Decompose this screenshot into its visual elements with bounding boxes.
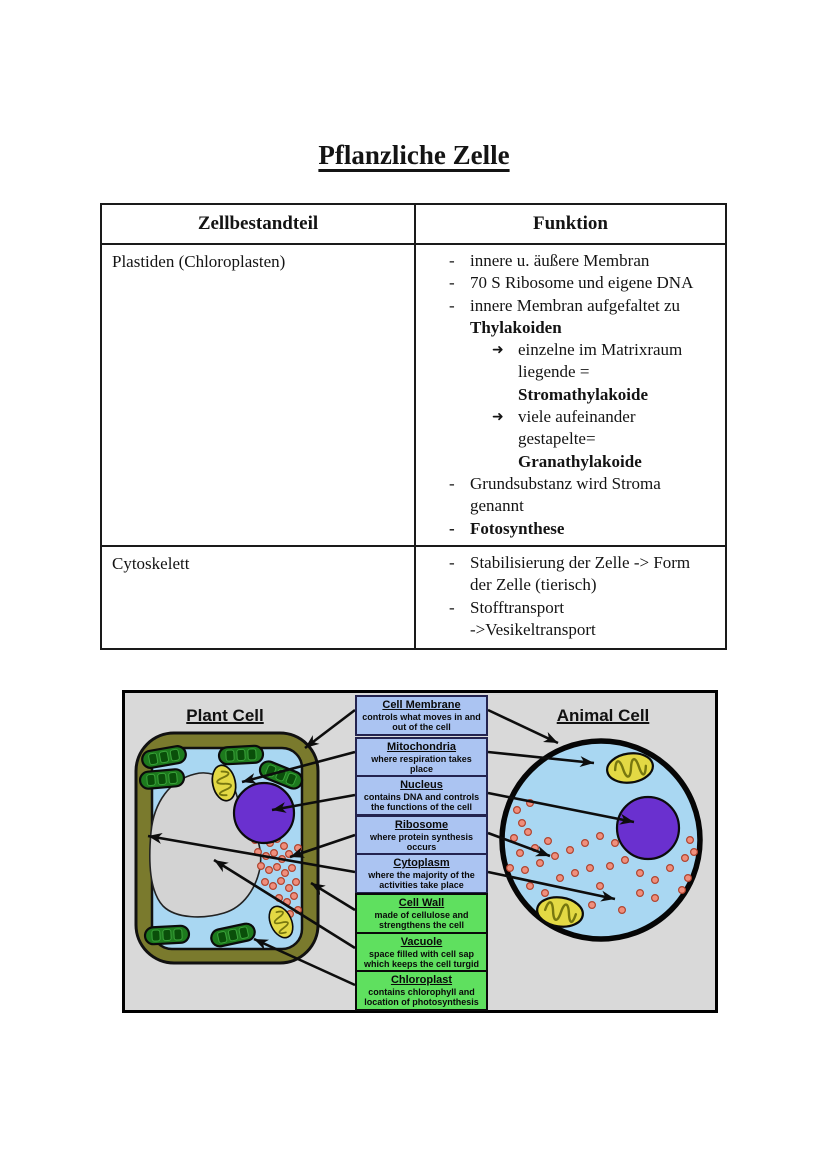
chloroplast-icon — [145, 925, 190, 944]
ribosome-dot-icon — [607, 863, 614, 870]
function-text — [470, 473, 661, 518]
text-segment: Stabilisierung der Zelle -> Form — [470, 553, 691, 572]
ribosome-dot-icon — [542, 890, 549, 897]
function-cell — [416, 547, 725, 648]
chloroplast-icon — [219, 745, 264, 764]
label-title: Nucleus — [400, 779, 443, 791]
ribosome-dot-icon — [597, 883, 604, 890]
label-desc: contains DNA and controls the functions of the cell — [363, 791, 480, 812]
ribosome-dot-icon — [271, 850, 278, 857]
ribosome-dot-icon — [691, 849, 698, 856]
function-item — [492, 406, 721, 473]
plant-nucleus-icon — [234, 783, 294, 843]
dash-bullet: - — [449, 473, 455, 493]
text-segment: gestapelte= — [518, 429, 596, 449]
ribosome-dot-icon — [622, 857, 629, 864]
ribosome-dot-icon — [612, 840, 619, 847]
text-segment: der Zelle (tierisch) — [470, 575, 597, 595]
dash-bullet: - — [449, 251, 455, 270]
label-title: Cell Wall — [398, 897, 445, 909]
ribosome-dot-icon — [589, 902, 596, 909]
label-desc: space filled with cell sap which keeps the cell turgid — [363, 948, 480, 969]
ribosome-dot-icon — [281, 843, 288, 850]
ribosome-dot-icon — [258, 863, 265, 870]
function-item — [449, 272, 721, 294]
animal-nucleus-icon — [617, 797, 679, 859]
function-text — [470, 597, 596, 642]
cell-comparison-diagram — [122, 690, 718, 1013]
arrow-bullet-icon: ➜ — [492, 342, 504, 359]
function-item — [449, 597, 721, 642]
ribosome-dot-icon — [278, 878, 285, 885]
ribosome-dot-icon — [291, 893, 298, 900]
ribosome-dot-icon — [557, 875, 564, 882]
plant-cell-title: Plant Cell — [186, 706, 264, 725]
text-segment: innere u. äußere Membran — [470, 251, 650, 270]
function-item — [449, 518, 721, 540]
label-box-cell-wall — [355, 893, 488, 934]
cell-components-table — [100, 203, 727, 650]
ribosome-dot-icon — [685, 875, 692, 882]
ribosome-dot-icon — [567, 847, 574, 854]
label-title: Chloroplast — [390, 974, 453, 986]
function-item — [449, 295, 721, 340]
ribosome-dot-icon — [687, 837, 694, 844]
ribosome-dot-icon — [682, 855, 689, 862]
dash-bullet: - — [449, 295, 455, 315]
text-segment: genannt — [470, 496, 524, 516]
header-funktion: Funktion — [533, 212, 608, 234]
page-title: Pflanzliche Zelle — [318, 140, 510, 170]
ribosome-dot-icon — [572, 870, 579, 877]
component-cell — [102, 547, 416, 648]
label-title: Vacuole — [400, 936, 443, 948]
table-row — [102, 547, 725, 648]
text-segment: ->Vesikeltransport — [470, 619, 596, 639]
ribosome-dot-icon — [552, 853, 559, 860]
text-segment: viele aufeinander — [518, 407, 636, 427]
label-box-cell-membrane — [355, 695, 488, 736]
label-desc: controls what moves in and out of the cell — [362, 711, 481, 732]
ribosome-dot-icon — [519, 820, 526, 827]
label-arrow — [305, 710, 355, 748]
label-title: Cell Membrane — [382, 699, 461, 711]
ribosome-dot-icon — [582, 840, 589, 847]
function-text — [518, 339, 682, 406]
ribosome-dot-icon — [270, 883, 277, 890]
ribosome-dot-icon — [286, 885, 293, 892]
ribosome-dot-icon — [637, 870, 644, 877]
ribosome-dot-icon — [597, 833, 604, 840]
label-box-chloroplast — [355, 970, 488, 1011]
dash-bullet: - — [449, 553, 455, 572]
plant-cell-icon — [136, 733, 318, 963]
label-box-nucleus — [355, 775, 488, 816]
dash-bullet: - — [449, 273, 455, 293]
text-segment: Fotosynthese — [470, 518, 565, 538]
text-segment: Thylakoiden — [470, 317, 562, 337]
text-segment: Granathylakoide — [518, 451, 642, 471]
text-segment: liegende = — [518, 362, 590, 382]
table-header-row — [102, 205, 725, 245]
text-segment: 70 S Ribosome und eigene DNA — [470, 273, 694, 293]
ribosome-dot-icon — [537, 860, 544, 867]
dash-bullet: - — [449, 597, 455, 617]
function-cell — [416, 245, 725, 545]
ribosome-dot-icon — [652, 877, 659, 884]
ribosome-dot-icon — [293, 879, 300, 886]
function-text — [470, 518, 564, 540]
ribosome-dot-icon — [587, 865, 594, 872]
header-zellbestandteil: Zellbestandteil — [102, 205, 416, 243]
ribosome-dot-icon — [517, 850, 524, 857]
label-box-ribosome — [355, 815, 488, 856]
label-box-vacuole — [355, 932, 488, 973]
function-text — [518, 406, 642, 473]
ribosome-dot-icon — [274, 864, 281, 871]
ribosome-dot-icon — [282, 870, 289, 877]
label-title: Ribosome — [394, 819, 449, 831]
text-segment: innere Membran aufgefaltet zu — [470, 295, 681, 315]
label-box-mitochondria — [355, 737, 488, 778]
function-text — [470, 552, 690, 597]
animal-cell-title: Animal Cell — [556, 706, 650, 725]
ribosome-dot-icon — [262, 879, 269, 886]
function-list — [449, 552, 721, 641]
ribosome-dot-icon — [545, 838, 552, 845]
text-segment: Grundsubstanz wird Stroma — [470, 473, 661, 493]
dash-bullet: - — [449, 518, 455, 538]
label-desc: where protein synthesis occurs — [369, 831, 474, 852]
ribosome-dot-icon — [522, 867, 529, 874]
component-cell — [102, 245, 416, 545]
label-desc: contains chlorophyll and location of photosynthesis — [364, 986, 479, 1007]
arrow-bullet-icon: ➜ — [492, 409, 504, 426]
function-item — [449, 473, 721, 518]
label-box-cytoplasm — [355, 853, 488, 894]
text-segment: einzelne im Matrixraum — [518, 340, 683, 360]
ribosome-dot-icon — [679, 887, 686, 894]
ribosome-dot-icon — [507, 865, 514, 872]
function-text — [470, 272, 693, 294]
animal-cell-icon — [502, 741, 700, 939]
chloroplast-icon — [139, 769, 184, 790]
ribosome-dot-icon — [289, 865, 296, 872]
ribosome-dot-icon — [619, 907, 626, 914]
label-desc: where the majority of the activities take place — [368, 869, 475, 890]
ribosome-dot-icon — [295, 845, 302, 852]
label-desc: where respiration takes place — [371, 753, 472, 774]
text-segment: Stofftransport — [470, 597, 565, 617]
ribosome-dot-icon — [525, 829, 532, 836]
function-text — [470, 295, 680, 340]
ribosome-dot-icon — [637, 890, 644, 897]
function-item — [449, 552, 721, 597]
ribosome-dot-icon — [652, 895, 659, 902]
text-segment: Stromathylakoide — [518, 384, 649, 404]
ribosome-dot-icon — [266, 867, 273, 874]
function-list — [449, 250, 721, 540]
label-title: Mitochondria — [386, 741, 457, 753]
component-name: Plastiden (Chloroplasten) — [112, 252, 286, 271]
table-row — [102, 245, 725, 547]
function-item — [449, 250, 721, 272]
ribosome-dot-icon — [527, 883, 534, 890]
label-desc: made of cellulose and strengthens the cell — [374, 909, 469, 930]
function-text — [470, 250, 649, 272]
label-title: Cytoplasm — [393, 857, 450, 869]
function-item — [492, 339, 721, 406]
ribosome-dot-icon — [514, 807, 521, 814]
ribosome-dot-icon — [667, 865, 674, 872]
component-name: Cytoskelett — [112, 554, 190, 573]
